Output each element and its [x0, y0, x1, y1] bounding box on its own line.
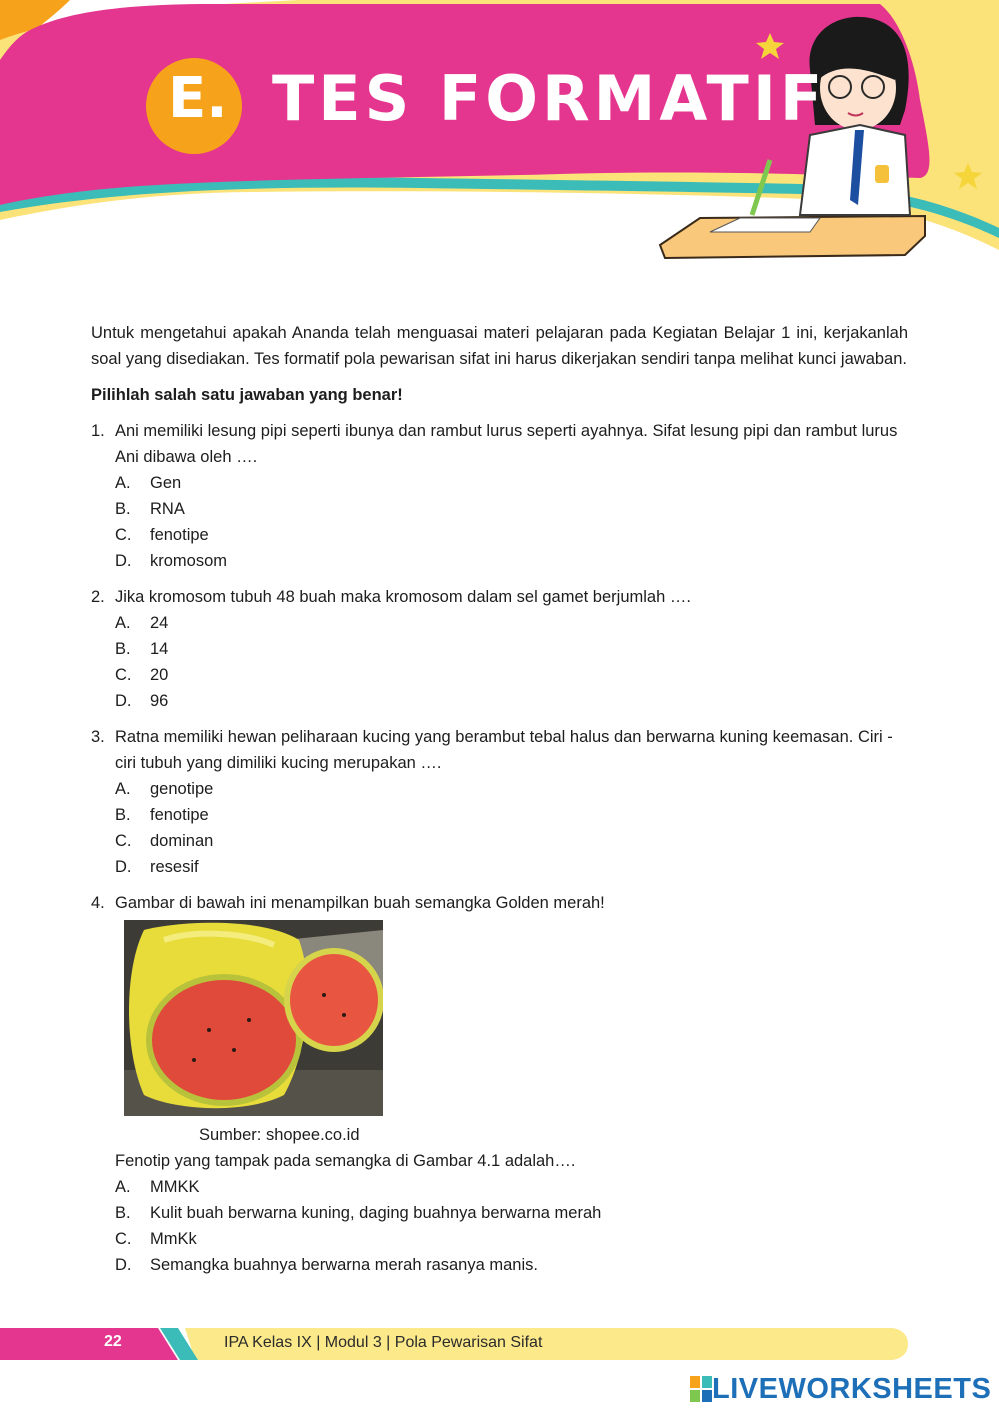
- option-text: resesif: [150, 858, 199, 876]
- intro-paragraph: Untuk mengetahui apakah Ananda telah menguasai materi pelajaran pada Kegiatan Belajar 1 ini, kerjakanlah soal yang disediakan. Tes formatif pola pewarisan sifat ini harus dikerjakan sendiri tanpa melihat kunci jawaban.: [91, 324, 908, 368]
- option-2c[interactable]: [115, 662, 908, 688]
- footer-text: IPA Kelas IX | Modul 3 | Pola Pewarisan Sifat: [224, 1334, 543, 1351]
- option-letter: C.: [115, 526, 132, 544]
- content-area: [91, 320, 908, 1288]
- option-text: 14: [150, 640, 169, 658]
- option-text: MmKk: [150, 1230, 197, 1248]
- options-list-3: [115, 776, 908, 880]
- question-2: [91, 584, 908, 610]
- options-list-4: [115, 1174, 908, 1278]
- question-text: Gambar di bawah ini menampilkan buah semangka Golden merah!: [115, 894, 605, 912]
- option-text: RNA: [150, 500, 185, 518]
- question-text: Ratna memiliki hewan peliharaan kucing yang berambut tebal halus dan berwarna kuning keemasan. Ciri - ciri tubuh yang dimiliki kucing merupakan ….: [115, 728, 893, 772]
- question-1: [91, 418, 908, 470]
- options-list-2: [115, 610, 908, 714]
- question-text: Jika kromosom tubuh 48 buah maka kromosom dalam sel gamet berjumlah ….: [115, 588, 691, 606]
- option-text: 96: [150, 692, 169, 710]
- header-banner: [0, 0, 999, 265]
- option-letter: D.: [115, 858, 132, 876]
- liveworksheets-text: LIVEWORKSHEETS: [712, 1372, 992, 1405]
- option-1a[interactable]: [115, 470, 908, 496]
- option-text: dominan: [150, 832, 214, 850]
- option-text: Kulit buah berwarna kuning, daging buahnya berwarna merah: [150, 1204, 602, 1222]
- question-number: 3.: [91, 728, 105, 746]
- option-3b[interactable]: [115, 802, 908, 828]
- option-3d[interactable]: [115, 854, 908, 880]
- liveworksheets-icon: [690, 1376, 712, 1402]
- option-text: 20: [150, 666, 169, 684]
- option-text: Semangka buahnya berwarna merah rasanya manis.: [150, 1256, 538, 1274]
- option-letter: A.: [115, 614, 131, 632]
- option-4c[interactable]: [115, 1226, 908, 1252]
- instruction-text: Pilihlah salah satu jawaban yang benar!: [91, 386, 403, 404]
- option-letter: B.: [115, 500, 131, 518]
- liveworksheets-logo: [690, 1374, 991, 1404]
- option-text: Gen: [150, 474, 182, 492]
- option-1c[interactable]: [115, 522, 908, 548]
- option-3a[interactable]: [115, 776, 908, 802]
- option-letter: B.: [115, 1204, 131, 1222]
- option-2b[interactable]: [115, 636, 908, 662]
- option-letter: D.: [115, 1256, 132, 1274]
- option-letter: A.: [115, 780, 131, 798]
- option-letter: C.: [115, 666, 132, 684]
- option-letter: B.: [115, 806, 131, 824]
- image-caption: Sumber: shopee.co.id: [199, 1126, 360, 1144]
- option-letter: D.: [115, 552, 132, 570]
- option-text: MMKK: [150, 1178, 200, 1196]
- page-title: TES FORMATIF: [272, 62, 827, 135]
- option-4d[interactable]: [115, 1252, 908, 1278]
- option-text: fenotipe: [150, 806, 209, 824]
- option-4a[interactable]: [115, 1174, 908, 1200]
- option-text: 24: [150, 614, 169, 632]
- option-letter: A.: [115, 1178, 131, 1196]
- page-number: 22: [104, 1333, 122, 1350]
- option-2d[interactable]: [115, 688, 908, 714]
- question-number: 2.: [91, 588, 105, 606]
- question-4: [91, 890, 908, 916]
- question-4-prompt: Fenotip yang tampak pada semangka di Gambar 4.1 adalah….: [115, 1152, 576, 1170]
- question-number: 4.: [91, 894, 105, 912]
- option-letter: D.: [115, 692, 132, 710]
- question-3: [91, 724, 908, 776]
- option-letter: C.: [115, 1230, 132, 1248]
- option-letter: B.: [115, 640, 131, 658]
- question-text: Ani memiliki lesung pipi seperti ibunya dan rambut lurus seperti ayahnya. Sifat lesung pipi dan rambut lurus Ani dibawa oleh ….: [115, 422, 898, 466]
- section-letter: E.: [168, 66, 228, 131]
- options-list-1: [115, 470, 908, 574]
- option-letter: A.: [115, 474, 131, 492]
- option-4b[interactable]: [115, 1200, 908, 1226]
- option-3c[interactable]: [115, 828, 908, 854]
- option-text: kromosom: [150, 552, 228, 570]
- watermelon-image: [124, 920, 383, 1116]
- option-letter: C.: [115, 832, 132, 850]
- option-text: fenotipe: [150, 526, 209, 544]
- option-text: genotipe: [150, 780, 214, 798]
- question-number: 1.: [91, 422, 105, 440]
- option-1b[interactable]: [115, 496, 908, 522]
- option-2a[interactable]: [115, 610, 908, 636]
- option-1d[interactable]: [115, 548, 908, 574]
